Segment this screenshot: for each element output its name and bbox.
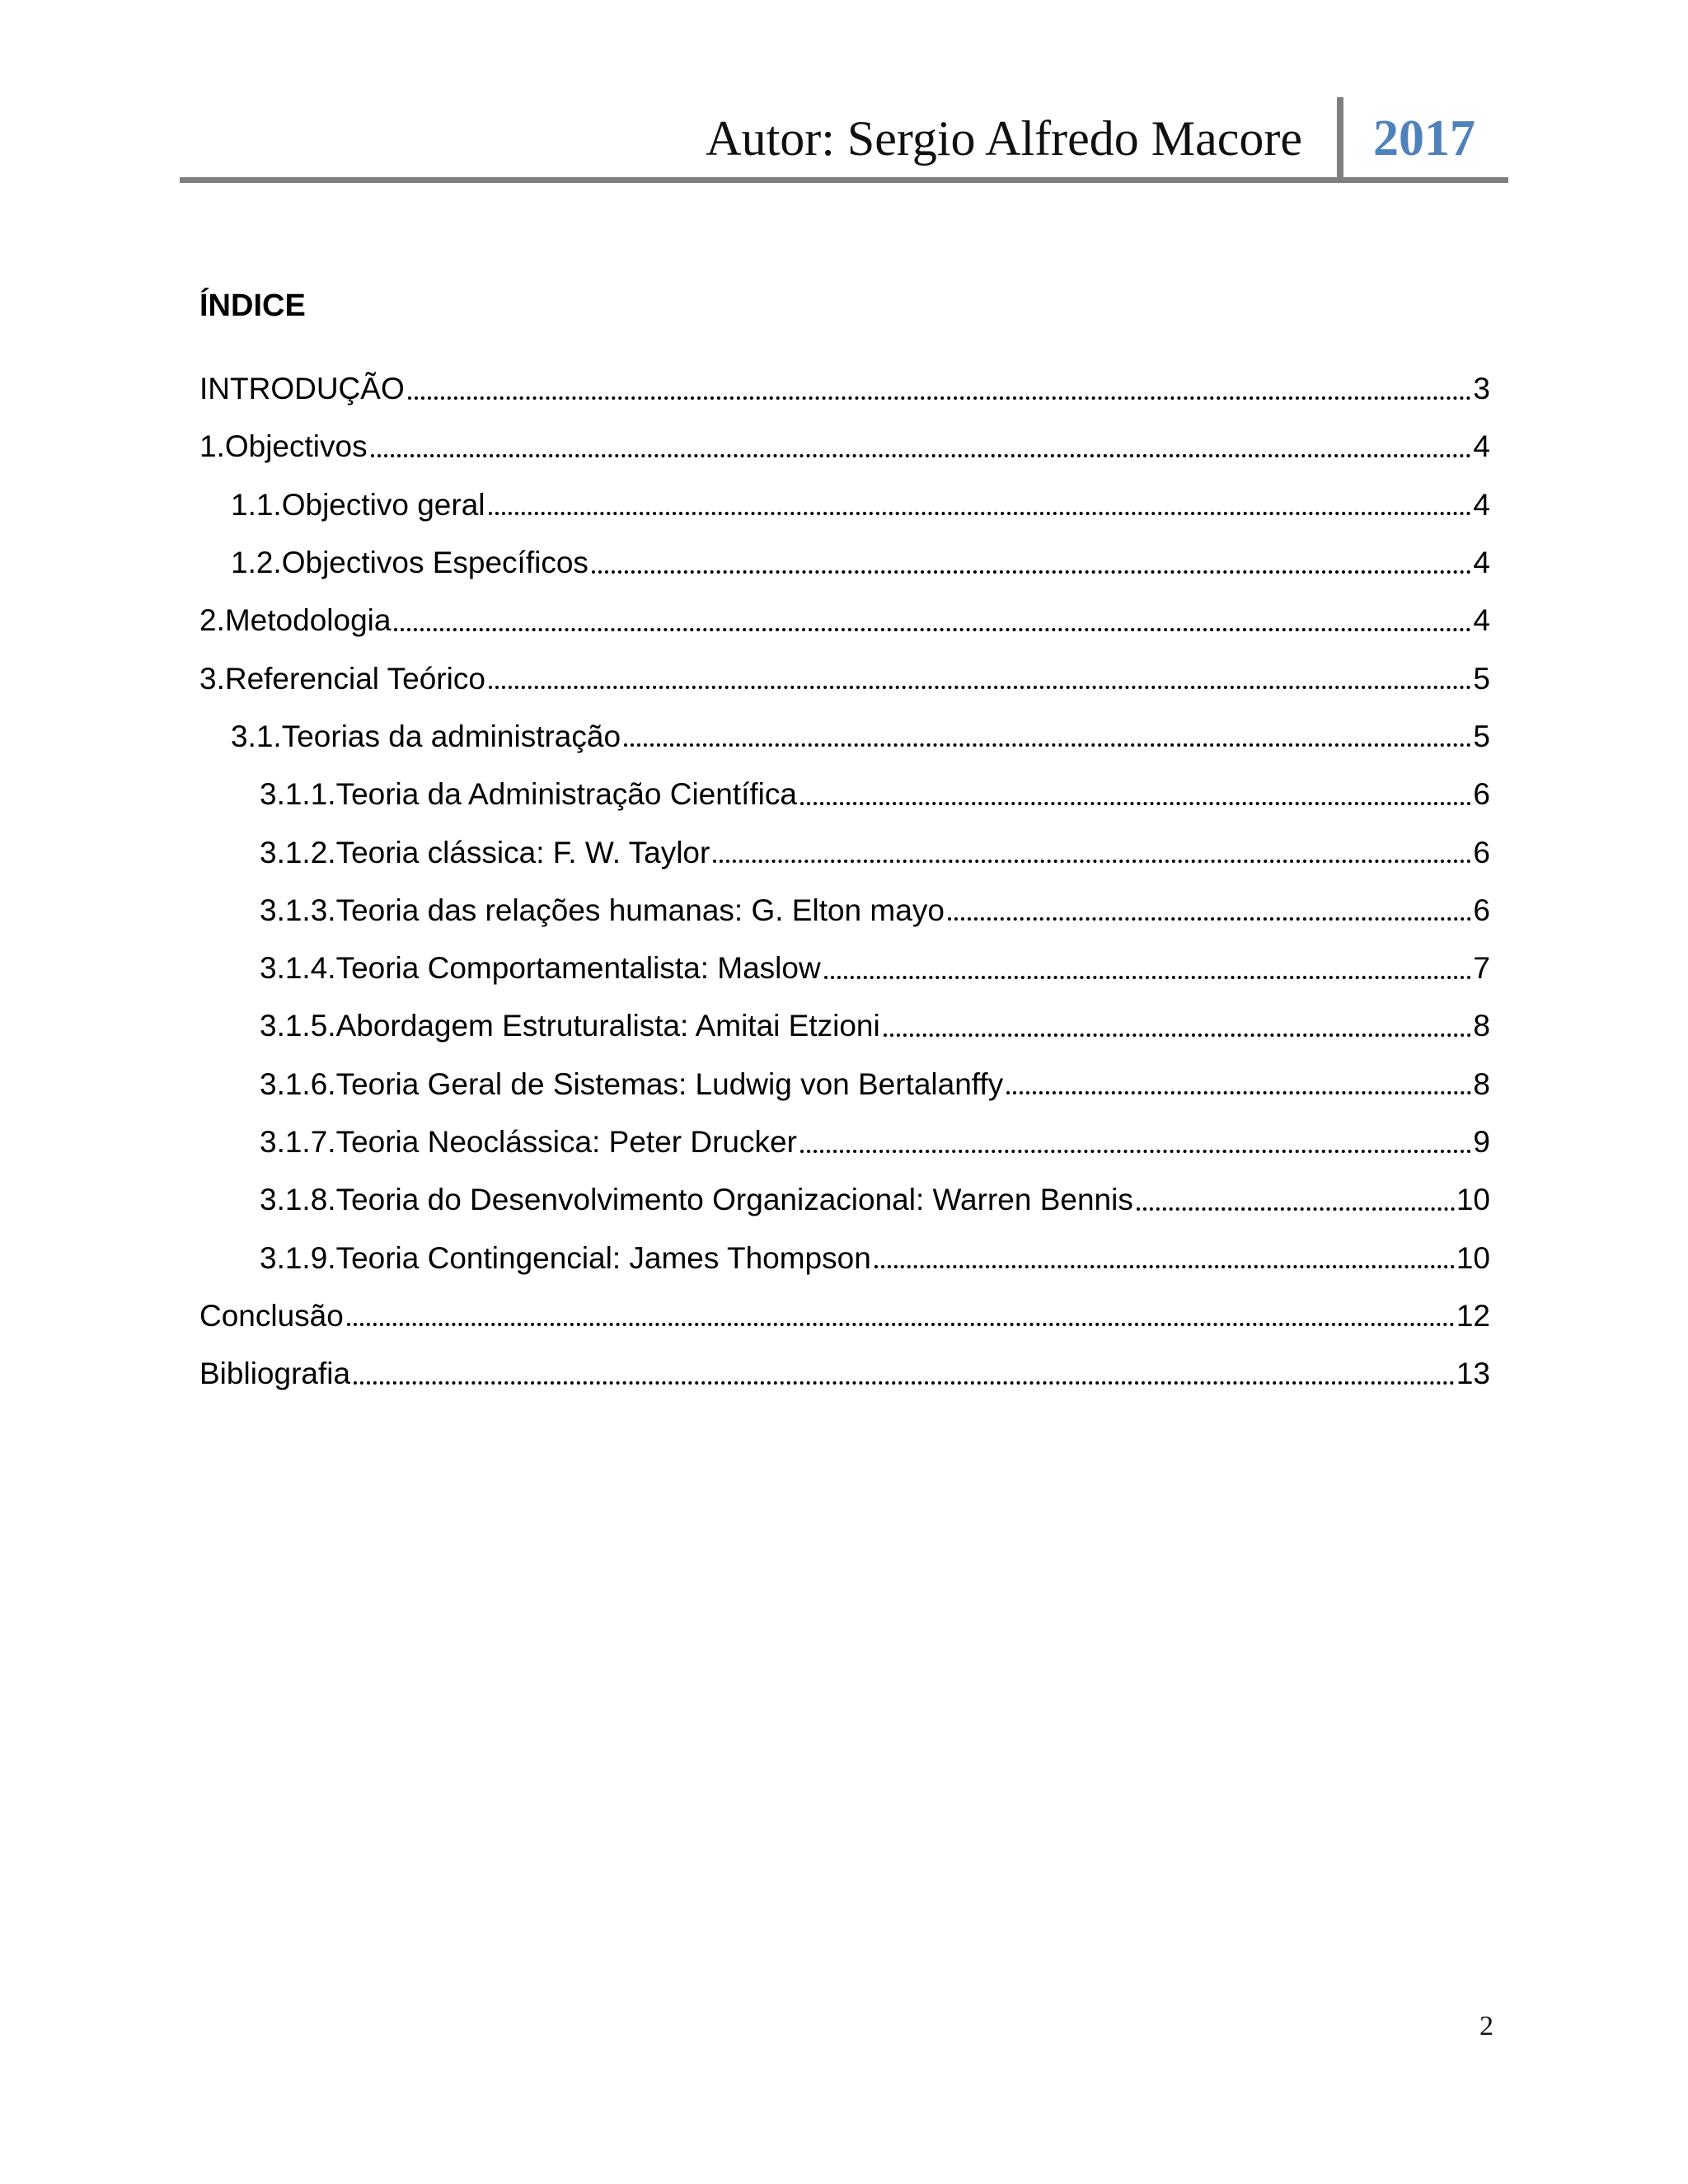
toc-entry[interactable]: [199, 1171, 1490, 1229]
toc-entry-label: INTRODUÇÃO: [199, 372, 405, 406]
header-rule: [180, 177, 1508, 183]
toc-dot-leader: [824, 954, 1472, 984]
toc-dot-leader: [800, 1127, 1472, 1158]
toc-entry-label: 3.1.9.Teoria Contingencial: James Thompson: [260, 1240, 871, 1275]
toc-entry-page: 10: [1456, 1183, 1490, 1217]
toc-entry[interactable]: [199, 997, 1490, 1055]
toc-dot-leader: [371, 432, 1472, 462]
toc-entry-label: 3.1.1.Teoria da Administração Científica: [260, 777, 797, 812]
toc-entry[interactable]: [199, 649, 1490, 707]
toc-entry[interactable]: [199, 823, 1490, 881]
toc-entry[interactable]: [199, 360, 1490, 418]
toc-entry-page: 12: [1456, 1298, 1490, 1333]
toc-dot-leader: [884, 1011, 1472, 1042]
toc-entry-page: 6: [1473, 777, 1490, 812]
toc-entry[interactable]: [199, 592, 1490, 649]
toc-entry-label: 1.2.Objectivos Específicos: [231, 546, 588, 580]
page-header: [180, 97, 1508, 183]
toc-entry[interactable]: [199, 476, 1490, 534]
toc-entry[interactable]: [199, 1229, 1490, 1286]
toc-entry-label: 3.Referencial Teórico: [199, 661, 485, 696]
toc-entry-page: 4: [1473, 429, 1490, 464]
toc-entry-label: 3.1.3.Teoria das relações humanas: G. Elton mayo: [260, 893, 945, 927]
toc-entry[interactable]: [199, 882, 1490, 940]
toc-dot-leader: [624, 721, 1471, 752]
toc-entry-label: 3.1.6.Teoria Geral de Sistemas: Ludwig von Bertalanffy: [260, 1066, 1004, 1101]
toc-dot-leader: [1006, 1069, 1471, 1099]
toc-entry-label: 3.1.8.Teoria do Desenvolvimento Organizacional: Warren Bennis: [260, 1183, 1133, 1217]
toc-dot-leader: [489, 490, 1472, 520]
table-of-contents: [199, 360, 1490, 1403]
toc-entry-page: 8: [1473, 1009, 1490, 1043]
toc-entry[interactable]: [199, 418, 1490, 476]
toc-dot-leader: [874, 1243, 1455, 1273]
toc-entry-label: 1.Objectivos: [199, 429, 368, 464]
toc-entry-label: 3.1.2.Teoria clássica: F. W. Taylor: [260, 835, 710, 869]
toc-entry-page: 6: [1473, 835, 1490, 869]
header-author: Autor: Sergio Alfredo Macore: [706, 111, 1302, 166]
toc-entry-label: 3.1.Teorias da administração: [231, 719, 621, 753]
toc-entry-page: 7: [1473, 951, 1490, 986]
toc-entry-page: 4: [1473, 487, 1490, 522]
toc-entry[interactable]: [199, 1287, 1490, 1345]
toc-entry[interactable]: [199, 1056, 1490, 1113]
toc-entry-label: 3.1.4.Teoria Comportamentalista: Maslow: [260, 951, 821, 986]
toc-entry-page: 8: [1473, 1066, 1490, 1101]
toc-entry-page: 3: [1473, 372, 1490, 406]
toc-dot-leader: [354, 1359, 1455, 1390]
toc-entry[interactable]: [199, 708, 1490, 766]
toc-entry-label: 3.1.7.Teoria Neoclássica: Peter Drucker: [260, 1125, 797, 1159]
toc-entry-page: 5: [1473, 719, 1490, 753]
toc-dot-leader: [489, 663, 1472, 694]
toc-entry-page: 5: [1473, 661, 1490, 696]
toc-entry[interactable]: [199, 534, 1490, 592]
toc-dot-leader: [408, 374, 1472, 405]
toc-dot-leader: [592, 548, 1472, 579]
page-number: 2: [1479, 2011, 1493, 2041]
toc-dot-leader: [948, 895, 1472, 926]
toc-entry-page: 10: [1456, 1240, 1490, 1275]
toc-entry-page: 9: [1473, 1125, 1490, 1159]
toc-entry[interactable]: [199, 940, 1490, 997]
toc-entry-label: Conclusão: [199, 1298, 344, 1333]
toc-entry-page: 13: [1456, 1357, 1490, 1391]
toc-dot-leader: [800, 780, 1471, 810]
toc-entry-page: 6: [1473, 893, 1490, 927]
toc-entry-page: 4: [1473, 603, 1490, 638]
toc-entry-page: 4: [1473, 546, 1490, 580]
toc-dot-leader: [713, 837, 1471, 868]
header-divider: [1337, 97, 1343, 180]
toc-dot-leader: [347, 1301, 1455, 1331]
toc-title: ÍNDICE: [199, 288, 306, 323]
toc-entry[interactable]: [199, 766, 1490, 823]
toc-dot-leader: [394, 606, 1471, 636]
toc-entry[interactable]: [199, 1345, 1490, 1403]
toc-entry-label: 1.1.Objectivo geral: [231, 487, 485, 522]
toc-entry-label: 2.Metodologia: [199, 603, 392, 638]
toc-entry-label: Bibliografia: [199, 1357, 351, 1391]
toc-entry-label: 3.1.5.Abordagem Estruturalista: Amitai Etzioni: [260, 1009, 880, 1043]
toc-dot-leader: [1137, 1185, 1455, 1216]
toc-entry[interactable]: [199, 1113, 1490, 1171]
header-year: 2017: [1373, 110, 1475, 166]
